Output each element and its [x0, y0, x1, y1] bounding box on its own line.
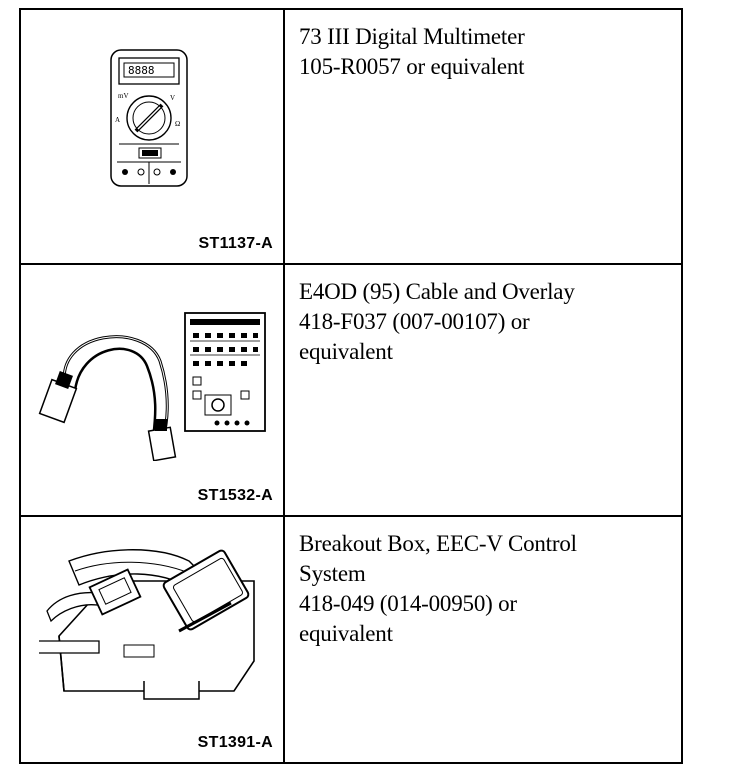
- tool-name: 73 III Digital Multimeter: [299, 24, 525, 49]
- svg-text:V: V: [170, 94, 176, 102]
- tool-description: [299, 277, 671, 367]
- tool-part-number-continued: equivalent: [299, 621, 393, 646]
- tool-description-cell: [287, 517, 681, 762]
- tool-description-cell: [287, 10, 681, 263]
- tool-description-cell: [287, 265, 681, 515]
- tool-part-number: 418-F037 (007-00107) or: [299, 309, 530, 334]
- tool-name: Breakout Box, EEC-V Control: [299, 531, 577, 556]
- tool-part-number-continued: equivalent: [299, 339, 393, 364]
- svg-text:mV: mV: [118, 92, 129, 100]
- tool-name-continued: System: [299, 561, 366, 586]
- tool-part-number: 418-049 (014-00950) or: [299, 591, 517, 616]
- svg-text:Ω: Ω: [175, 120, 181, 128]
- tool-row: [21, 265, 681, 517]
- tool-row: [21, 517, 681, 762]
- tool-description: [299, 529, 671, 649]
- tool-illustration-cell: [21, 265, 285, 515]
- tool-description: [299, 22, 671, 82]
- tool-name: E4OD (95) Cable and Overlay: [299, 279, 575, 304]
- tool-figure-code: ST1391-A: [197, 734, 273, 751]
- svg-text:8888: 8888: [128, 64, 155, 77]
- tool-figure-code: ST1137-A: [198, 235, 273, 252]
- breakout-box-icon: [39, 541, 269, 701]
- tool-illustration-cell: [21, 517, 285, 762]
- tool-illustration-cell: [21, 10, 285, 263]
- special-tools-table: [19, 8, 683, 764]
- tool-figure-code: ST1532-A: [197, 487, 273, 504]
- tool-part-number: 105-R0057 or equivalent: [299, 54, 525, 79]
- cable-and-overlay-icon: [35, 311, 275, 461]
- svg-text:A: A: [115, 116, 121, 124]
- digital-multimeter-icon: [109, 48, 189, 188]
- tool-row: [21, 10, 681, 265]
